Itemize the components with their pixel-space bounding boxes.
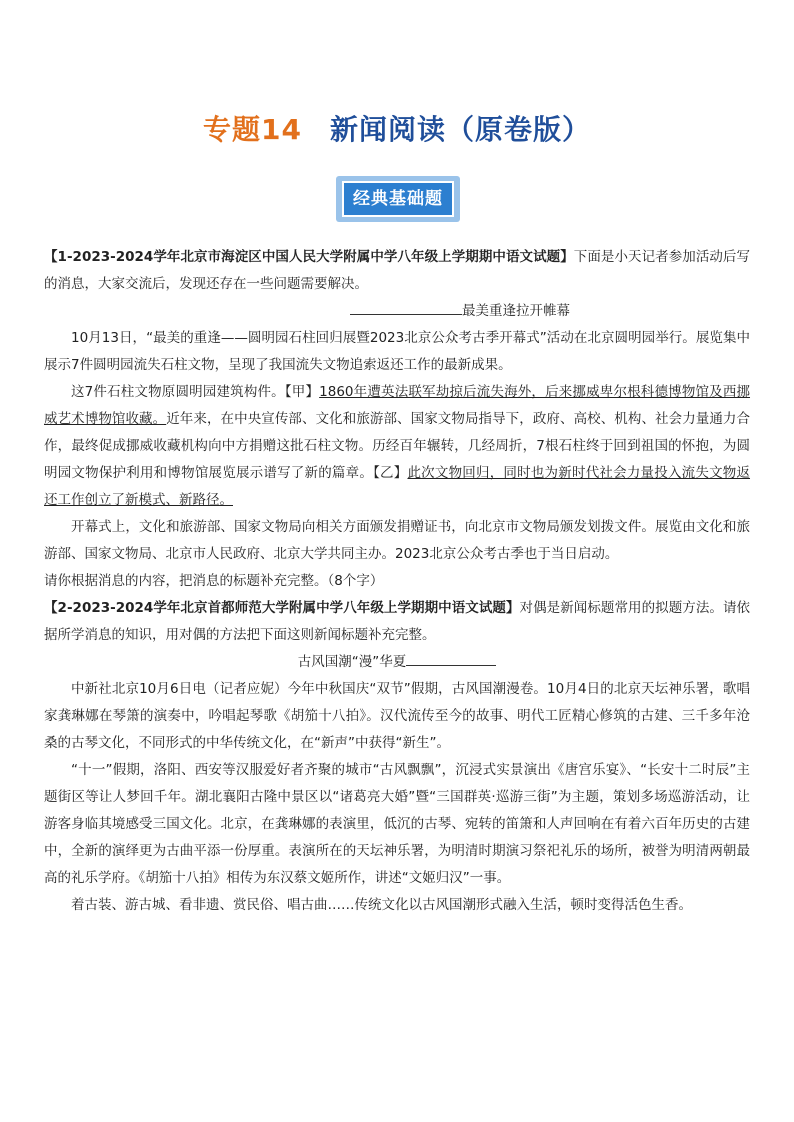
q2-headline-blank xyxy=(406,649,496,666)
q1-paragraph-3: 开幕式上，文化和旅游部、国家文物局向相关方面颁发捐赠证书，向北京市文物局颁发划拨文件。展览由文化和旅游部、国家文物局、北京市人民政府、北京大学共同主办。2023北京公众考古季也于当日启动。 xyxy=(44,519,750,562)
q1-headline-blank xyxy=(350,298,462,315)
q1-intro xyxy=(44,244,750,298)
topic-number: 专题14 xyxy=(203,113,302,146)
document-body xyxy=(44,244,750,919)
q1-paragraph-2 xyxy=(44,379,750,514)
mark-yi: 【乙】 xyxy=(373,465,408,481)
q2-paragraph-1: 中新社北京10月6日电（记者应妮）今年中秋国庆“双节”假期，古风国潮漫卷。10月4日的北京天坛神乐署，歌唱家龚琳娜在琴箫的演奏中，吟唱起琴歌《胡笳十八拍》。汉代流传至今的故事、明代工匠精心修筑的古建、三千多年沧桑的古琴文化，不同形式的中华传统文化，在“新声”中获得“新生”。 xyxy=(44,681,750,751)
page-title xyxy=(0,108,794,148)
q2-source: 【2-2023-2024学年北京首都师范大学附属中学八年级上学期期中语文试题】 xyxy=(44,600,520,616)
q2-headline-line xyxy=(44,649,750,676)
q2-prompt: 对偶是新闻标题常用的拟题方法。请依据所学消息的知识，用对偶的方法把下面这则新闻标题补充完整。 xyxy=(44,600,751,643)
q1-prompt: 下面是小天记者参加活动后写的消息，大家交流后，发现还存在一些问题需要解决。 xyxy=(44,249,750,292)
mark-jia: 【甲】 xyxy=(284,384,320,400)
q2-headline: 古风国潮“漫”华夏 xyxy=(297,654,407,670)
q1-source: 【1-2023-2024学年北京市海淀区中国人民大学附属中学八年级上学期期中语文试题】 xyxy=(44,249,574,265)
underlined-sentence-jia: 1860年遭英法联军劫掠后流失海外，后来挪威卑尔根科德博物馆及西挪威艺术博物馆收藏。 xyxy=(44,384,751,427)
q1-para2-text-a: 这7件石柱文物原圆明园建筑构件。 xyxy=(71,384,285,400)
q1-paragraph-1: 10月13日，“最美的重逢——圆明园石柱回归展暨2023北京公众考古季开幕式”活动在北京圆明园举行。展览集中展示7件圆明园流失石柱文物，呈现了我国流失文物追索返还工作的最新成果。 xyxy=(44,330,750,373)
q1-headline: 最美重逢拉开帷幕 xyxy=(462,303,570,319)
section-badge xyxy=(336,176,460,222)
q2-paragraph-2: “十一”假期，洛阳、西安等汉服爱好者齐聚的城市“古风飘飘”，沉浸式实景演出《唐宫乐宴》、“长安十二时辰”主题街区等让人梦回千年。湖北襄阳古隆中景区以“诸葛亮大婚”暨“三国群英·巡游三街”为主题，策划多场巡游活动，让游客身临其境感受三国文化。北京，在龚琳娜的表演里，低沉的古琴、宛转的笛箫和人声回响在有着六百年历史的古建中，全新的演绎更为古曲平添一份厚重。表演所在的天坛神乐署，为明清时期演习祭祀礼乐的场所，被誉为明清两朝最高的礼乐学府。《胡笳十八拍》相传为东汉蔡文姬所作，讲述“文姬归汉”一事。 xyxy=(44,762,750,886)
q2-paragraph-3: 着古装、游古城、看非遗、赏民俗、唱古曲……传统文化以古风国潮形式融入生活，顿时变得活色生香。 xyxy=(71,897,692,913)
badge-label: 经典基础题 xyxy=(342,181,454,217)
q2-intro xyxy=(44,595,750,649)
topic-title: 新闻阅读（原卷版） xyxy=(329,113,591,146)
q1-headline-line xyxy=(44,298,750,325)
q1-question: 请你根据消息的内容，把消息的标题补充完整。（8个字） xyxy=(44,573,384,589)
q1-para2-text-b: 近年来，在中央宣传部、文化和旅游部、国家文物局指导下，政府、高校、机构、社会力量通力合作，最终促成挪威收藏机构向中方捐赠这批石柱文物。历经百年辗转，几经周折，7根石柱终于回到祖国的怀抱，为圆明园文物保护利用和博物馆展览展示谱写了新的篇章。 xyxy=(44,411,751,481)
underlined-sentence-yi: 此次文物回归，同时也为新时代社会力量投入流失文物返还工作创立了新模式、新路径。 xyxy=(44,465,751,508)
